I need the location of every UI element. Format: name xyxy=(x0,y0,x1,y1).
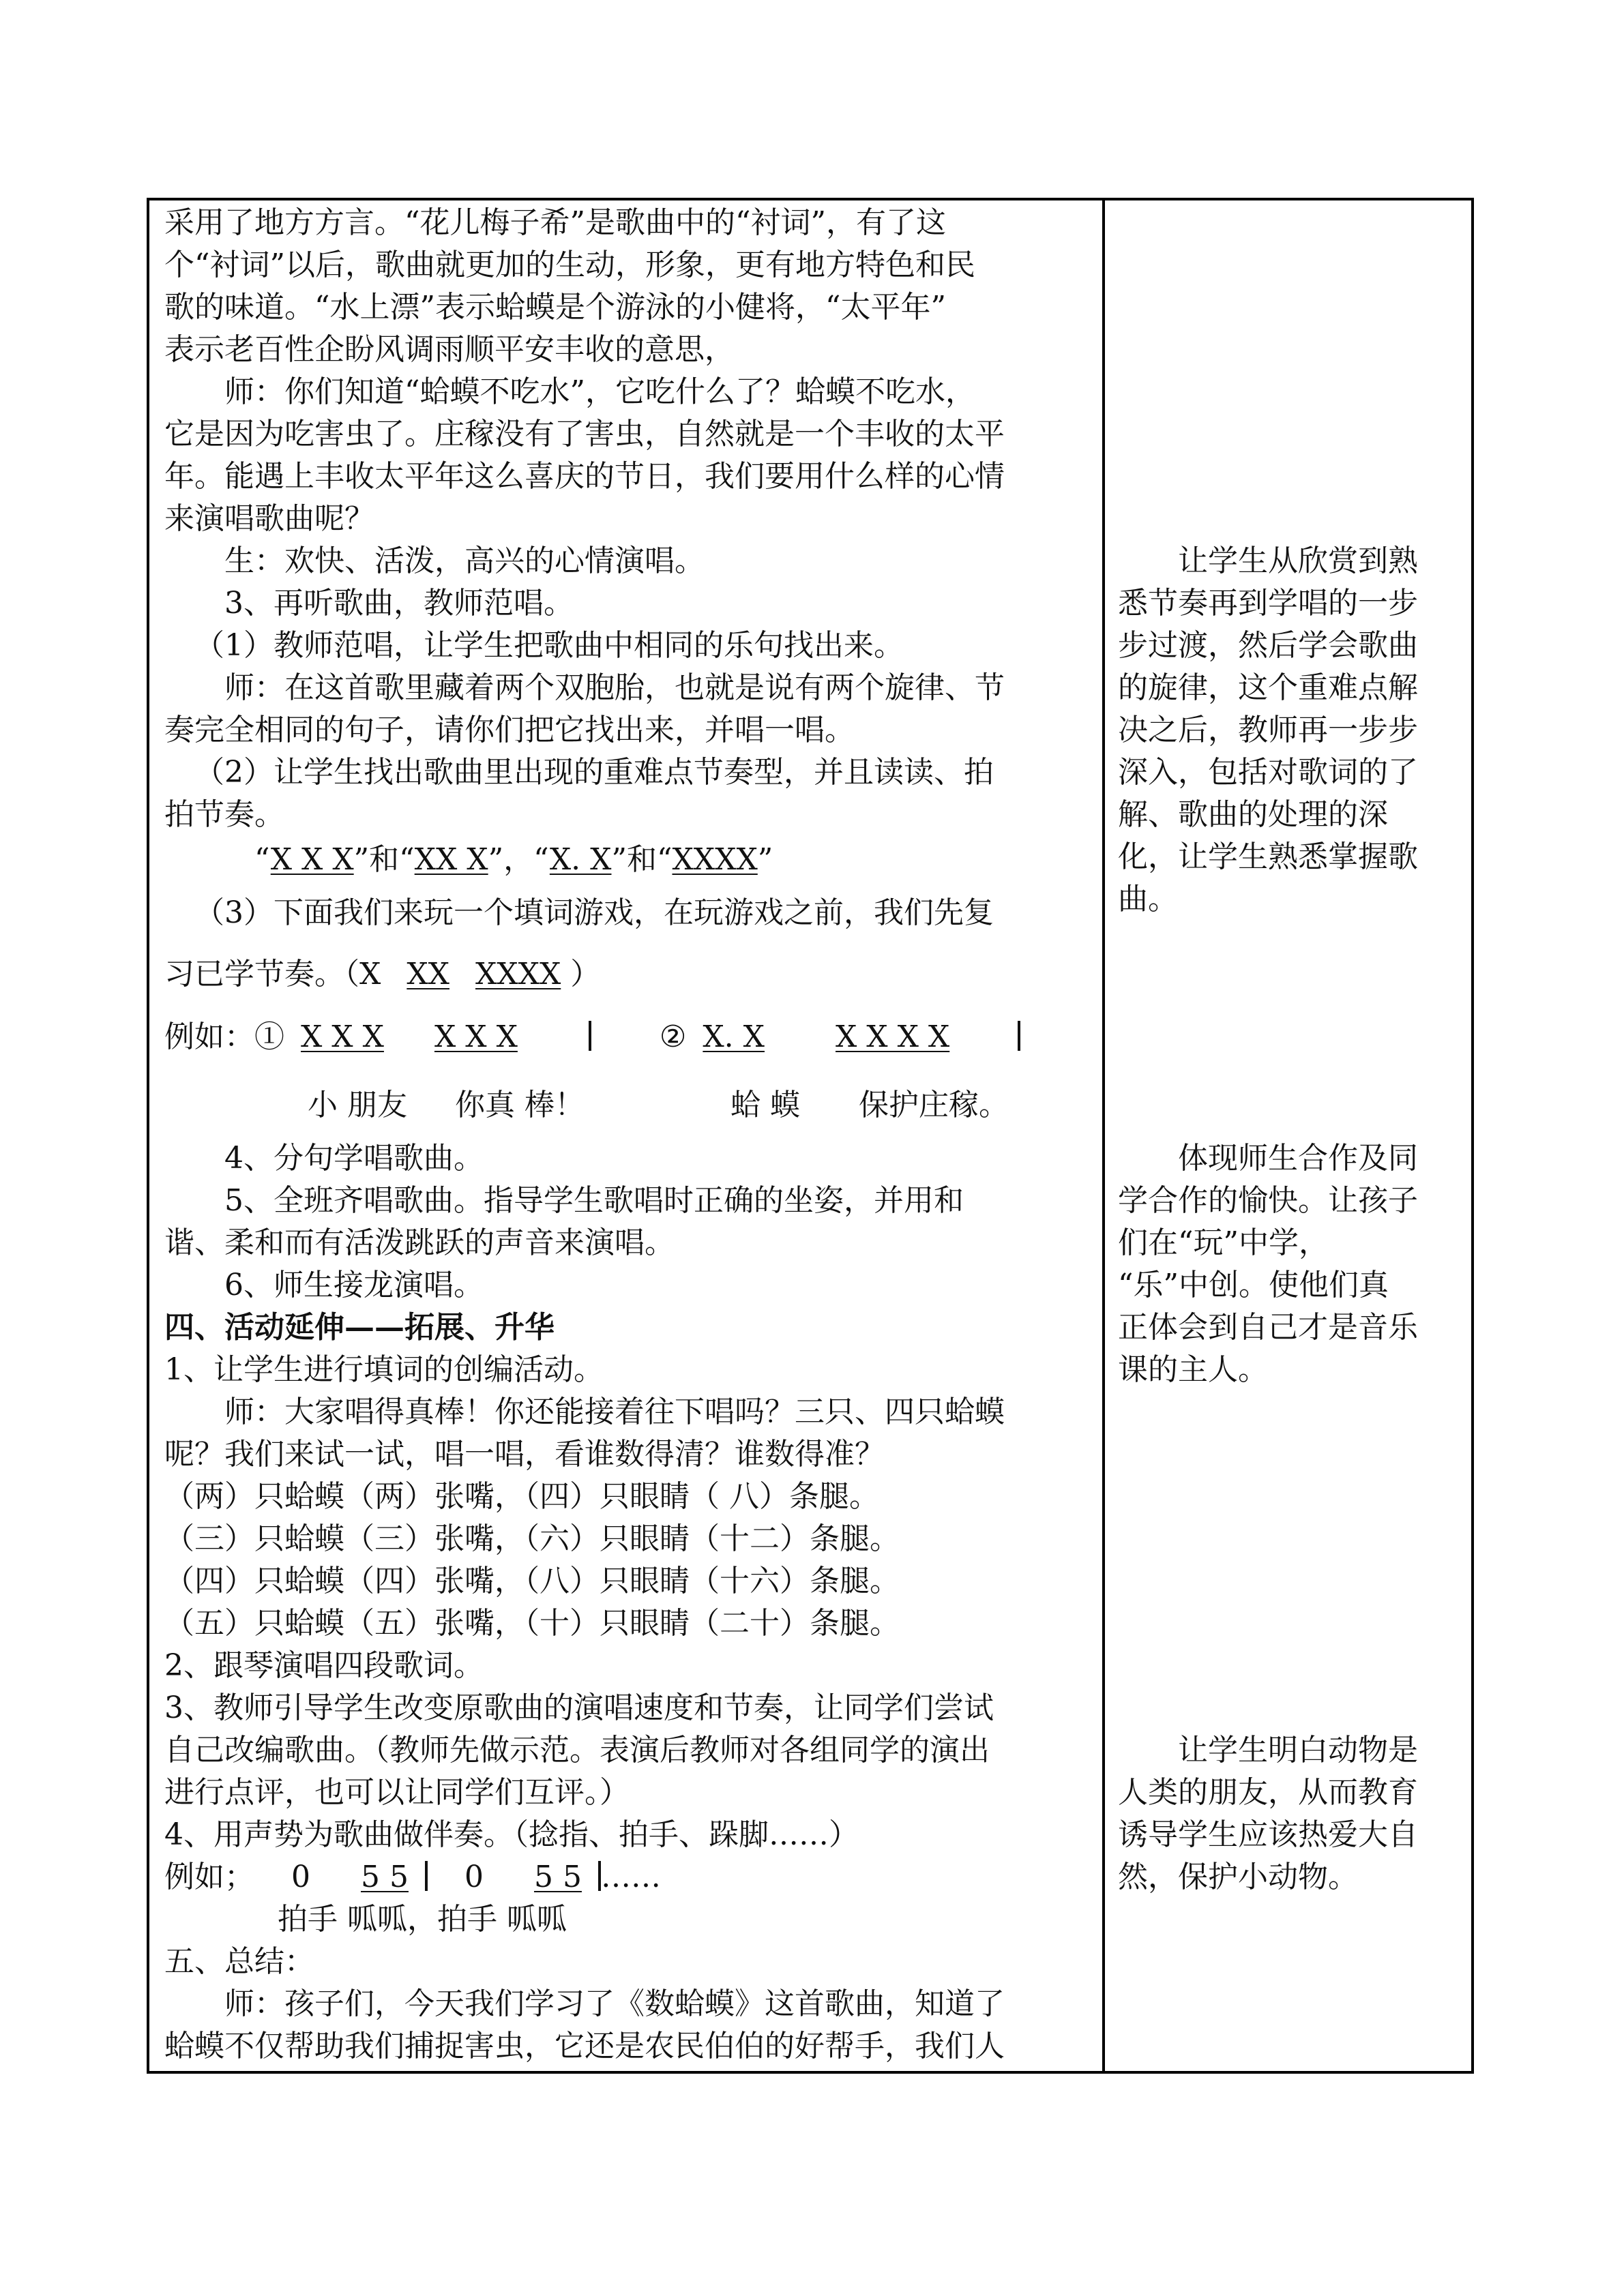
text-line: 师：你们知道“蛤蟆不吃水”，它吃什么了？蛤蟆不吃水， xyxy=(224,374,975,409)
lyric: 你真 棒！ xyxy=(455,1088,585,1122)
text-line: 5、全班齐唱歌曲。指导学生歌唱时正确的坐姿，并用和 xyxy=(224,1183,964,1218)
text-line: （2）让学生找出歌曲里出现的重难点节奏型，并且读读、拍 xyxy=(194,755,994,790)
text-line: 呢？我们来试一试，唱一唱，看谁数得清？谁数得准？ xyxy=(164,1437,885,1472)
note-line: 让学生从欣赏到熟 xyxy=(1178,543,1418,578)
text-line: （两）只蛤蟆（两）张嘴，（四）只眼睛（ 八）条腿。 xyxy=(164,1479,879,1514)
section-heading: 四、活动延伸——拓展、升华 xyxy=(164,1310,555,1345)
note-line: 解、歌曲的处理的深 xyxy=(1118,797,1388,832)
ellipsis: …… xyxy=(600,1860,661,1894)
text-line: 来演唱歌曲呢？ xyxy=(164,501,374,536)
text-line: 采用了地方方言。“花儿梅子希”是歌曲中的“衬词”，有了这 xyxy=(164,205,946,240)
punct: ” xyxy=(757,842,773,877)
rhythm-pattern: X. X xyxy=(703,1019,765,1054)
note-line: 正体会到自己才是音乐 xyxy=(1118,1310,1418,1345)
text-line: 师：在这首歌里藏着两个双胞胎，也就是说有两个旋律、节 xyxy=(224,670,1005,705)
rhythm-pattern: XX X xyxy=(414,842,488,877)
text-line: 师：大家唱得真棒！你还能接着往下唱吗？三只、四只蛤蟆 xyxy=(224,1395,1005,1429)
example-number: ② xyxy=(659,1019,687,1054)
note-line: 化，让学生熟悉掌握歌 xyxy=(1118,839,1418,874)
barline xyxy=(589,1021,591,1051)
section-heading: 五、总结： xyxy=(164,1944,314,1979)
text-line: 拍节奏。 xyxy=(164,797,284,832)
note-line: 的旋律，这个重难点解 xyxy=(1118,670,1418,705)
rhythm-pattern: 5 5 xyxy=(533,1860,582,1894)
rhythm-example-line xyxy=(164,1016,1092,1058)
punct: ”和“ xyxy=(353,842,415,877)
note-line: 让学生明白动物是 xyxy=(1178,1733,1418,1768)
text-line: 6、师生接龙演唱。 xyxy=(224,1268,484,1302)
text-line: 进行点评，也可以让同学们互评。） xyxy=(164,1775,630,1810)
text-line: 谐、柔和而有活泼跳跃的声音来演唱。 xyxy=(164,1225,675,1260)
text-line: （1）教师范唱，让学生把歌曲中相同的乐句找出来。 xyxy=(194,628,904,663)
text-line: 3、再听歌曲，教师范唱。 xyxy=(224,586,574,621)
lyric: 保护庄稼。 xyxy=(859,1088,1009,1122)
example-label: 例如； xyxy=(164,1860,254,1894)
accompaniment-example-line xyxy=(164,1856,1092,1898)
rhythm-pattern: XX xyxy=(407,957,449,992)
text-line: 歌的味道。“水上漂”表示蛤蟆是个游泳的小健将，“太平年” xyxy=(164,290,946,325)
note-line: 学合作的愉快。让孩子 xyxy=(1118,1183,1418,1218)
text-line: 蛤蟆不仅帮助我们捕捉害虫，它还是农民伯伯的好帮手，我们人 xyxy=(164,2029,1005,2063)
text-line: 表示老百性企盼风调雨顺平安丰收的意思， xyxy=(164,332,735,367)
lyric: 小 朋友 xyxy=(308,1088,407,1122)
text-line: （3）下面我们来玩一个填词游戏，在玩游戏之前，我们先复 xyxy=(194,895,994,930)
review-rhythm-line xyxy=(164,953,1092,996)
note-line: 悉节奏再到学唱的一步 xyxy=(1118,586,1418,621)
rhythm-note: 0 xyxy=(464,1860,484,1894)
punct: ”和“ xyxy=(611,842,673,877)
text-line: 4、用声势为歌曲做伴奏。（捻指、拍手、跺脚……） xyxy=(164,1817,859,1852)
text-line: （四）只蛤蟆（四）张嘴，（八）只眼睛（十六）条腿。 xyxy=(164,1564,900,1598)
note-line: 体现师生合作及同 xyxy=(1178,1141,1418,1176)
text-line: 2、跟琴演唱四段歌词。 xyxy=(164,1648,484,1683)
rhythm-pattern: X. X xyxy=(549,842,612,877)
text-line: 奏完全相同的句子，请你们把它找出来，并唱一唱。 xyxy=(164,713,855,747)
rhythm-pattern: X X X X xyxy=(835,1019,950,1054)
text-line: 自己改编歌曲。（教师先做示范。表演后教师对各组同学的演出 xyxy=(164,1733,990,1768)
text-line: （五）只蛤蟆（五）张嘴，（十）只眼睛（二十）条腿。 xyxy=(164,1606,900,1641)
rhythm-pattern: X X X xyxy=(434,1019,518,1054)
text-line: 生：欢快、活泼，高兴的心情演唱。 xyxy=(224,543,705,578)
rhythm-pattern: X X X xyxy=(270,842,354,877)
note-line: 曲。 xyxy=(1118,882,1178,916)
note-line: 决之后，教师再一步步 xyxy=(1118,713,1418,747)
text-line: 师：孩子们，今天我们学习了《数蛤蟆》这首歌曲，知道了 xyxy=(224,1986,1005,2021)
review-text: ） xyxy=(570,957,601,992)
text-line: 1、让学生进行填词的创编活动。 xyxy=(164,1352,604,1387)
text-line: 它是因为吃害虫了。庄稼没有了害虫，自然就是一个丰收的太平 xyxy=(164,417,1005,451)
rhythm-pattern: X X X xyxy=(301,1019,384,1054)
example-label: 例如：① xyxy=(164,1019,284,1054)
punct: ”，“ xyxy=(488,842,550,877)
note-line: “乐”中创。使他们真 xyxy=(1118,1268,1389,1302)
note-line: 步过渡，然后学会歌曲 xyxy=(1118,628,1418,663)
rhythm-types-line xyxy=(164,839,1182,881)
note-line: 课的主人。 xyxy=(1118,1352,1268,1387)
rhythm-pattern: 5 5 xyxy=(361,1860,409,1894)
text-line: （三）只蛤蟆（三）张嘴，（六）只眼睛（十二）条腿。 xyxy=(164,1521,900,1556)
note-line: 人类的朋友，从而教育 xyxy=(1118,1775,1418,1810)
lyric: 蛤 蟆 xyxy=(730,1088,800,1122)
text-line: 3、教师引导学生改变原歌曲的演唱速度和节奏，让同学们尝试 xyxy=(164,1690,994,1725)
column-divider xyxy=(1102,200,1105,2071)
note-line: 深入，包括对歌词的了 xyxy=(1118,755,1418,790)
rhythm-pattern: XXXX xyxy=(475,957,561,992)
text-line: 个“衬词”以后，歌曲就更加的生动，形象，更有地方特色和民 xyxy=(164,248,975,282)
lesson-table xyxy=(147,198,1474,2074)
punct: “ xyxy=(254,842,271,877)
note-line: 诱导学生应该热爱大自 xyxy=(1118,1817,1418,1852)
lyrics-line xyxy=(164,1084,1235,1127)
lyrics-line: 拍手 呱呱，拍手 呱呱 xyxy=(278,1902,567,1937)
note-line: 然，保护小动物。 xyxy=(1118,1860,1358,1894)
note-line: 们在“玩”中学， xyxy=(1118,1225,1329,1260)
barline xyxy=(1018,1021,1020,1051)
rhythm-note: 0 xyxy=(291,1860,310,1894)
rhythm-pattern: XXXX xyxy=(672,842,758,877)
text-line: 年。能遇上丰收太平年这么喜庆的节日，我们要用什么样的心情 xyxy=(164,459,1005,494)
barline xyxy=(425,1861,428,1891)
text-line: 4、分句学唱歌曲。 xyxy=(224,1141,484,1176)
review-text: 习已学节奏。（X xyxy=(164,957,381,992)
